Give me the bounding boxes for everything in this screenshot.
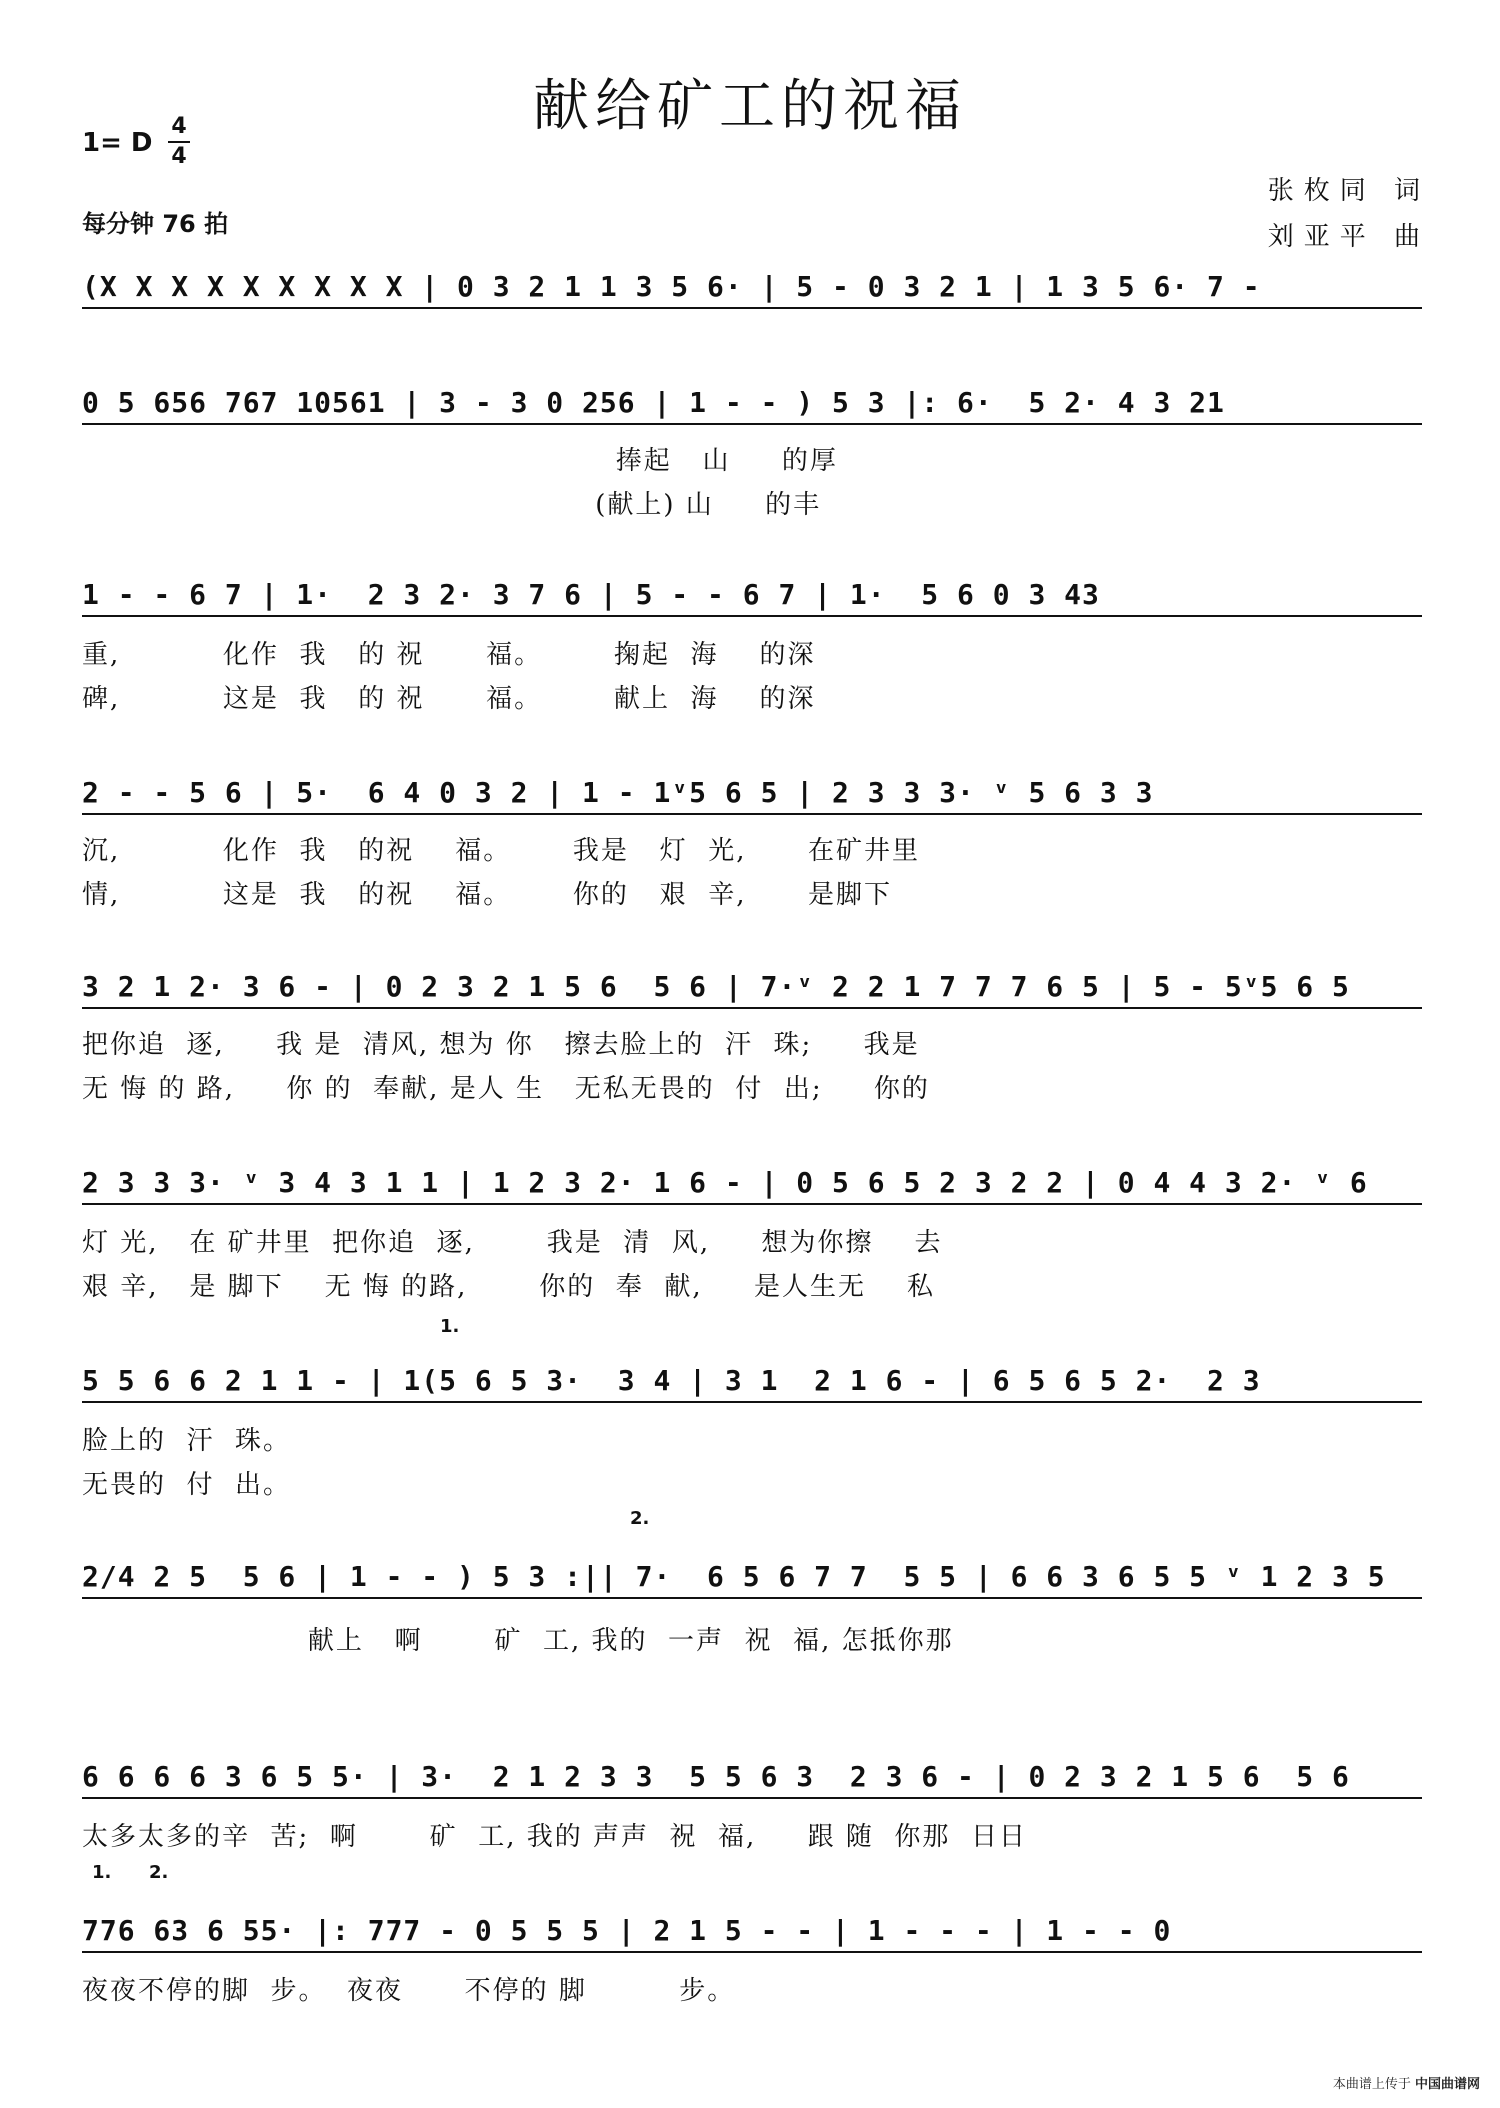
site-brand: 中国曲谱网	[1414, 2077, 1480, 2092]
lyric-line: 情, 这是 我 的祝 福。 你的 艰 辛, 是脚下	[82, 880, 893, 910]
score-system-10: 776 63 6 55· |: 777 - 0 5 5 5 | 2 1 5 - - | 1 - - - | 1 - - 0	[82, 1914, 1422, 1953]
lyric-line: 沉, 化作 我 的祝 福。 我是 灯 光, 在矿井里	[82, 836, 921, 866]
lyric-line: 捧起 山 的厚	[82, 446, 838, 476]
lyric-line: 碑, 这是 我 的 祝 福。 献上 海 的深	[82, 684, 816, 714]
score-system-5: 3 2 1 2· 3 6 - | 0 2 3 2 1 5 6 5 6 | 7·ᵛ 2 2 1 7 7 7 6 5 | 5 - 5ᵛ5 6 5	[82, 970, 1422, 1009]
lyric-line: 艰 辛, 是 脚下 无 悔 的路, 你的 奉 献, 是人生无 私	[82, 1272, 935, 1302]
score-system-7: 5 5 6 6 2 1 1 - | 1(5 6 5 3· 3 4 | 3 1 2 1 6 - | 6 5 6 5 2· 2 3	[82, 1364, 1422, 1403]
score-system-1: (X X X X X X X X X | 0 3 2 1 1 3 5 6· | 5 - 0 3 2 1 | 1 3 5 6· 7 -	[82, 270, 1422, 309]
volta-marker: 2.	[630, 1508, 650, 1529]
lyric-line: 无畏的 付 出。	[82, 1470, 292, 1500]
footer-text: 本曲谱上传于	[1332, 2077, 1411, 2092]
lyric-line: 献上 啊 矿 工, 我的 一声 祝 福, 怎抵你那	[82, 1626, 954, 1656]
score-system-9: 6 6 6 6 3 6 5 5· | 3· 2 1 2 3 3 5 5 6 3 2 3 6 - | 0 2 3 2 1 5 6 5 6	[82, 1760, 1422, 1799]
lyric-line: (献上) 山 的丰	[82, 490, 822, 520]
score-system-8: 2/4 2 5 5 6 | 1 - - ) 5 3 :|| 7· 6 5 6 7 7 5 5 | 6 6 3 6 5 5 ᵛ 1 2 3 5	[82, 1560, 1422, 1599]
score-system-3: 1 - - 6 7 | 1· 2 3 2· 3 7 6 | 5 - - 6 7 | 1· 5 6 0 3 43	[82, 578, 1422, 617]
score-system-6: 2 3 3 3· ᵛ 3 4 3 1 1 | 1 2 3 2· 1 6 - | 0 5 6 5 2 3 2 2 | 0 4 4 3 2· ᵛ 6	[82, 1166, 1422, 1205]
lyric-line: 重, 化作 我 的 祝 福。 掬起 海 的深	[82, 640, 816, 670]
score-system-4: 2 - - 5 6 | 5· 6 4 0 3 2 | 1 - 1ᵛ5 6 5 | 2 3 3 3· ᵛ 5 6 3 3	[82, 776, 1422, 815]
time-top: 4	[171, 114, 187, 139]
lyric-line: 无 悔 的 路, 你 的 奉献, 是人 生 无私无畏的 付 出; 你的	[82, 1074, 930, 1104]
lyric-line: 太多太多的辛 苦; 啊 矿 工, 我的 声声 祝 福, 跟 随 你那 日日	[82, 1822, 1027, 1852]
score-system-2: 0 5 656 767 10561 | 3 - 3 0 256 | 1 - - ) 5 3 |: 6· 5 2· 4 3 21	[82, 386, 1422, 425]
song-title: 献给矿工的祝福	[533, 74, 967, 139]
volta-marker: 1.	[440, 1316, 460, 1337]
time-divider	[168, 141, 190, 143]
lyric-line: 脸上的 汗 珠。	[82, 1426, 292, 1456]
volta-marker: 1. 2.	[92, 1862, 169, 1883]
time-bottom: 4	[171, 144, 187, 169]
lyric-line: 夜夜不停的脚 步。 夜夜 不停的 脚 步。	[82, 1976, 736, 2006]
time-signature	[168, 116, 190, 168]
lyric-line: 把你追 逐, 我 是 清风, 想为 你 擦去脸上的 汗 珠; 我是	[82, 1030, 920, 1060]
lyricist-credit: 张枚同 词	[1267, 176, 1430, 206]
key-signature: 1= D	[82, 128, 153, 158]
lyric-line: 灯 光, 在 矿井里 把你追 逐, 我是 清 风, 想为你擦 去	[82, 1228, 943, 1258]
composer-credit: 刘亚平 曲	[1267, 222, 1430, 252]
footer-credit	[1333, 2073, 1480, 2092]
tempo-marking: 每分钟 76 拍	[82, 210, 229, 238]
